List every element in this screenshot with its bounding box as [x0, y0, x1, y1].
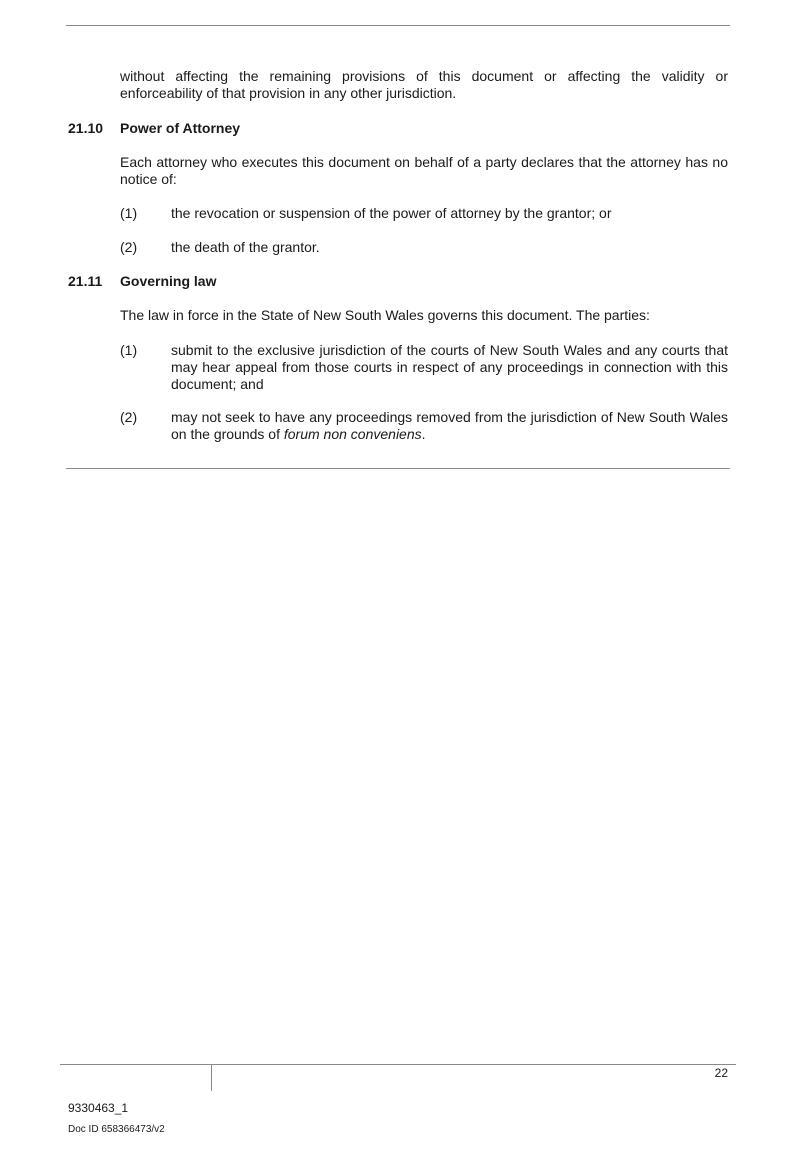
continuation-paragraph: without affecting the remaining provisions of this document or affecting the validity or enforceability of that provision in any other jurisdiction.	[120, 68, 728, 101]
list-item	[120, 409, 728, 443]
section-intro-21-11: The law in force in the State of New South Wales governs this document. The parties:	[120, 307, 650, 323]
item-number: (1)	[120, 342, 138, 358]
item-text-before: may not seek to have any proceedings removed from the jurisdiction of New South Wales on the grounds of	[171, 409, 728, 442]
item-number: (2)	[120, 239, 138, 255]
item-text-after: .	[421, 426, 426, 442]
item-text	[171, 409, 728, 443]
footer-divider-tick	[211, 1064, 212, 1091]
item-text: the revocation or suspension of the power of attorney by the grantor; or	[171, 205, 612, 221]
document-id: Doc ID 658366473/v2	[68, 1124, 165, 1135]
section-number: 21.10	[68, 120, 104, 136]
item-text: submit to the exclusive jurisdiction of the courts of New South Wales and any courts that may hear appeal from those courts in respect of any proceedings in connection with this document; and	[171, 342, 728, 392]
section-title: Governing law	[120, 273, 217, 289]
top-rule	[66, 25, 730, 26]
item-number: (2)	[120, 409, 138, 425]
section-heading-21-11	[68, 273, 216, 290]
section-intro-21-10: Each attorney who executes this document on behalf of a party declares that the attorney has no notice of:	[120, 154, 728, 187]
page-number: 22	[714, 1066, 728, 1080]
section-title: Power of Attorney	[120, 120, 241, 136]
item-text: the death of the grantor.	[171, 239, 320, 255]
item-number: (1)	[120, 205, 138, 221]
section-number: 21.11	[68, 273, 103, 289]
section-heading-21-10	[68, 120, 240, 137]
list-item	[120, 205, 728, 222]
list-item	[120, 342, 728, 393]
list-item	[120, 239, 728, 256]
footer-rule	[60, 1064, 736, 1065]
bottom-rule	[66, 468, 730, 469]
item-text-italic: forum non conveniens	[283, 426, 422, 442]
document-reference: 9330463_1	[68, 1101, 129, 1115]
